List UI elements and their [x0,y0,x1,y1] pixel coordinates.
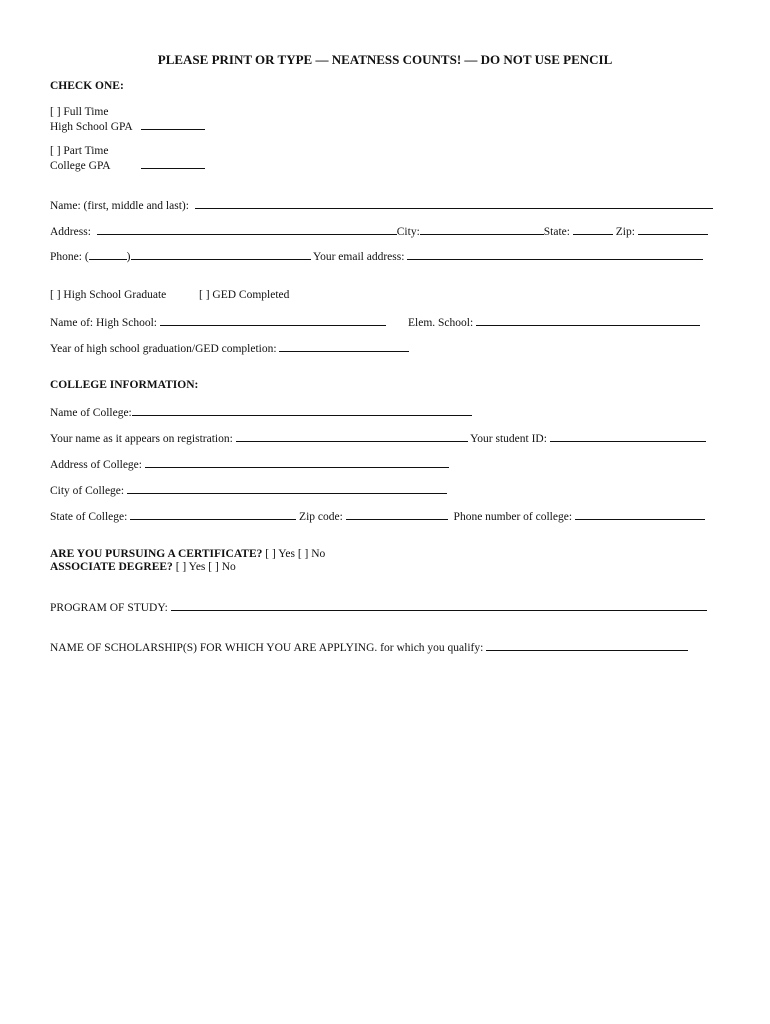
zip-label: Zip: [615,226,635,238]
program-label: PROGRAM OF STUDY: [50,602,168,614]
high-school-field[interactable] [160,315,386,326]
email-field[interactable] [407,249,703,260]
high-school-row [50,315,386,330]
college-phone-field[interactable] [575,509,705,520]
certificate-options[interactable]: [ ] Yes [ ] No [265,548,326,560]
address-row [50,224,708,239]
hs-gpa-field[interactable] [141,119,205,130]
name-row [50,198,713,213]
college-address-field[interactable] [145,457,449,468]
college-state-label: State of College: [50,511,128,523]
part-time-checkbox[interactable]: [ ] Part Time [50,145,109,157]
student-id-label: Your student ID: [470,433,547,445]
college-name-field[interactable] [132,405,472,416]
college-state-row [50,509,705,524]
name-field[interactable] [195,198,713,209]
college-city-row [50,483,447,498]
hs-graduate-checkbox[interactable]: [ ] High School Graduate [50,289,167,301]
scholarship-row [50,640,688,655]
college-name-label: Name of College: [50,407,132,419]
associate-row [50,561,236,574]
elem-school-field[interactable] [476,315,700,326]
associate-question: ASSOCIATE DEGREE? [50,561,173,573]
college-state-field[interactable] [130,509,296,520]
city-label: City: [396,226,420,238]
address-label: Address: [50,226,91,238]
name-label: Name: (first, middle and last): [50,200,189,212]
hs-gpa-row [50,119,205,134]
address-field[interactable] [97,224,397,235]
scholarship-label: NAME OF SCHOLARSHIP(S) FOR WHICH YOU ARE APPLYING. for which you qualify: [50,642,484,654]
state-label: State: [543,226,570,238]
ged-completed-checkbox[interactable]: [ ] GED Completed [199,289,290,301]
college-gpa-field[interactable] [141,158,205,169]
high-school-label: Name of: High School: [50,317,157,329]
zip-code-label: Zip code: [299,511,343,523]
page-title: PLEASE PRINT OR TYPE — NEATNESS COUNTS! — DO NOT USE PENCIL [157,52,613,67]
college-name-row [50,405,472,420]
registration-name-label: Your name as it appears on registration: [50,433,233,445]
phone-field[interactable] [131,249,311,260]
scholarship-field[interactable] [486,640,688,651]
grad-year-field[interactable] [279,341,409,352]
college-address-row [50,457,449,472]
state-field[interactable] [573,224,613,235]
associate-options[interactable]: [ ] Yes [ ] No [175,561,236,573]
college-address-label: Address of College: [50,459,142,471]
certificate-row [50,548,325,561]
certificate-question: ARE YOU PURSUING A CERTIFICATE? [50,548,263,560]
email-label: Your email address: [312,251,405,263]
elem-school-label: Elem. School: [408,317,474,329]
student-id-field[interactable] [550,431,706,442]
full-time-checkbox[interactable]: [ ] Full Time [50,106,109,118]
college-city-label: City of College: [50,485,125,497]
check-one-heading: CHECK ONE: [50,80,124,92]
hs-gpa-label: High School GPA [50,121,133,133]
grad-year-row [50,341,409,356]
phone-label: Phone: ( [50,251,89,263]
phone-row [50,249,703,264]
registration-name-row [50,431,706,446]
college-gpa-row [50,158,205,173]
program-row [50,600,707,615]
college-info-heading: COLLEGE INFORMATION: [50,379,199,391]
phone-mid: ) [126,251,131,263]
city-field[interactable] [420,224,544,235]
college-city-field[interactable] [127,483,447,494]
college-gpa-label: College GPA [50,160,110,172]
grad-year-label: Year of high school graduation/GED completion: [50,343,277,355]
elem-school-row [408,315,700,330]
area-code-field[interactable] [89,249,127,260]
zip-code-field[interactable] [346,509,448,520]
program-field[interactable] [171,600,707,611]
registration-name-field[interactable] [236,431,468,442]
zip-field[interactable] [638,224,708,235]
college-phone-label: Phone number of college: [453,511,573,523]
